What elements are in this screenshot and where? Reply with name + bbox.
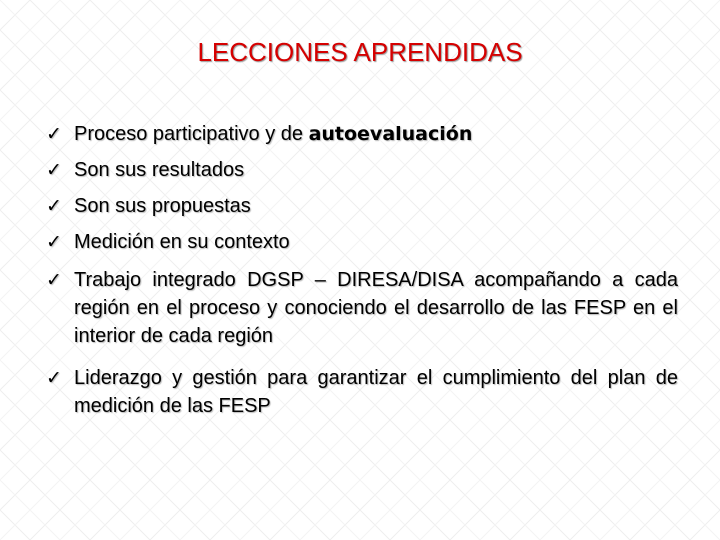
check-icon: ✓ xyxy=(46,123,62,145)
bullet-text: Trabajo integrado DGSP – DIRESA/DISA acompañando a cada región en el proceso y conociendo el desarrollo de las FESP en el interior de cada región xyxy=(74,269,678,347)
bullet-text: Liderazgo y gestión para garantizar el cumplimiento del plan de medición de las FESP xyxy=(74,367,678,417)
bullet-text: Medición en su contexto xyxy=(74,231,290,253)
check-icon: ✓ xyxy=(46,231,62,253)
bullet-text: Proceso participativo y de autoevaluación xyxy=(74,123,473,145)
check-icon: ✓ xyxy=(46,159,62,181)
bullet-text: Son sus resultados xyxy=(74,159,245,181)
slide-title: LECCIONES APRENDIDAS xyxy=(197,37,523,67)
bullet-item xyxy=(46,120,678,148)
bullet-list xyxy=(46,120,678,420)
bullet-text: Son sus propuestas xyxy=(74,195,251,217)
bullet-item xyxy=(46,364,678,420)
bullet-item xyxy=(46,156,678,184)
bullet-item xyxy=(46,192,678,220)
check-icon: ✓ xyxy=(46,367,62,389)
bullet-item xyxy=(46,266,678,350)
bullet-emphasis: autoevaluación xyxy=(308,123,473,145)
check-icon: ✓ xyxy=(46,269,62,291)
check-icon: ✓ xyxy=(46,195,62,217)
bullet-item xyxy=(46,228,678,256)
